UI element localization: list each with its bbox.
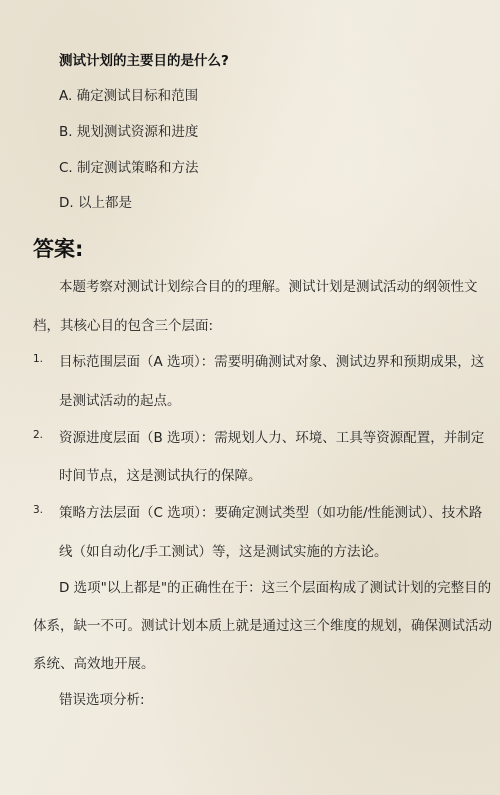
conclusion-line-2: 体系，缺一不可。测试计划本质上就是通过这三个维度的规划，确保测试活动: [33, 618, 492, 634]
wrong-options-heading: 错误选项分析:: [59, 692, 145, 708]
list-number-2: 2.: [33, 429, 44, 441]
intro-line-1: 本题考察对测试计划综合目的的理解。测试计划是测试活动的纲领性文: [59, 279, 478, 295]
option-a: A. 确定测试目标和范围: [59, 88, 199, 104]
list-item-1-line-1: 目标范围层面（A 选项）：需要明确测试对象、测试边界和预期成果，这: [59, 354, 485, 370]
question-text: 测试计划的主要目的是什么?: [59, 53, 229, 69]
list-item-1-line-2: 是测试活动的起点。: [59, 393, 181, 409]
list-item-3-line-1: 策略方法层面（C 选项）：要确定测试类型（如功能/性能测试）、技术路: [59, 505, 483, 521]
option-b: B. 规划测试资源和进度: [59, 124, 199, 140]
option-d: D. 以上都是: [59, 195, 132, 211]
conclusion-line-3: 系统、高效地开展。: [33, 656, 155, 672]
option-c: C. 制定测试策略和方法: [59, 160, 199, 176]
list-number-3: 3.: [33, 504, 44, 516]
conclusion-line-1: D 选项"以上都是"的正确性在于：这三个层面构成了测试计划的完整目的: [59, 580, 492, 596]
list-number-1: 1.: [33, 353, 44, 365]
answer-heading: 答案:: [33, 237, 84, 261]
list-item-3-line-2: 线（如自动化/手工测试）等，这是测试实施的方法论。: [59, 544, 388, 560]
intro-line-2: 档，其核心目的包含三个层面:: [33, 318, 214, 334]
list-item-2-line-2: 时间节点，这是测试执行的保障。: [59, 468, 262, 484]
list-item-2-line-1: 资源进度层面（B 选项）：需规划人力、环境、工具等资源配置，并制定: [59, 430, 485, 446]
